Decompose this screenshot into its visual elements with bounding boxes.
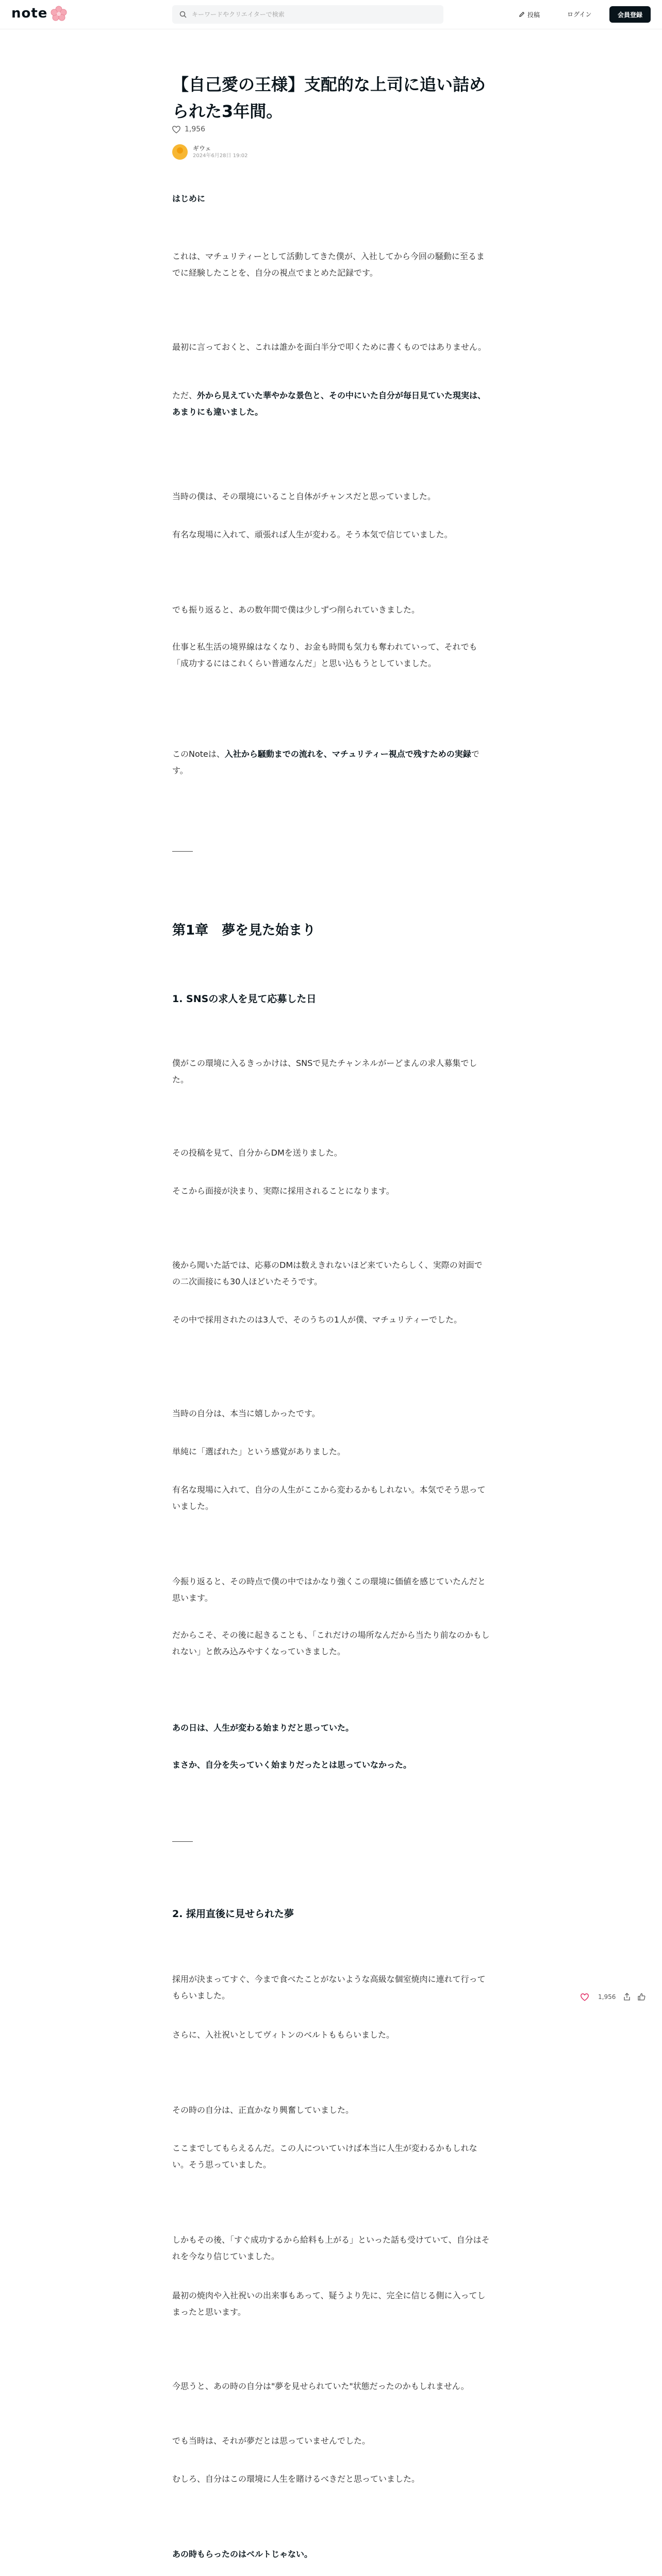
paragraph: むしろ、自分はこの環境に人生を賭けるべきだと思っていました。 xyxy=(172,2474,420,2484)
like-count: 1,956 xyxy=(185,125,206,133)
paragraph: 有名な現場に入れて、自分の人生がここから変わるかもしれない。本気でそう思っていました。 xyxy=(172,1485,486,1511)
paragraph: 僕がこの環境に入るきっかけは、SNSで見たチャンネルがーどまんの求人募集でした。 xyxy=(172,1058,477,1084)
site-header xyxy=(0,0,662,29)
heart-icon xyxy=(581,1993,589,2001)
paragraph: だからこそ、その後に起きることも、「これだけの場所なんだから当たり前なのかもしれない」と飲み込みやすくなっていきました。 xyxy=(172,1630,490,1656)
floating-like-count: 1,956 xyxy=(598,1993,616,2001)
paragraph: その投稿を見て、自分からDMを送りました。 xyxy=(172,1148,342,1158)
paragraph: 単純に「選ばれた」という感覚がありました。 xyxy=(172,1447,346,1456)
search-icon xyxy=(179,11,187,18)
paragraph: その中で採用されたのは3人で、そのうちの1人が僕、マチュリティーでした。 xyxy=(172,1315,462,1325)
heart-icon xyxy=(172,126,180,133)
paragraph: 後から聞いた話では、応募のDMは数えきれないほど来ていたらしく、実際の対面での二次面接にも30人ほどいたそうです。 xyxy=(172,1260,483,1286)
bold-text: 入社から騒動までの流れを、マチュリティー視点で残すための実録 xyxy=(224,749,471,759)
paragraph: そこから面接が決まり、実際に採用されることになります。 xyxy=(172,1186,394,1196)
share-button[interactable] xyxy=(623,1993,631,2001)
paragraph xyxy=(172,387,490,420)
paragraph: しかもその後、「すぐ成功するから給料も上がる」といった話も受けていて、自分はそれを今なり信じていました。 xyxy=(172,2235,490,2261)
paragraph: 今振り返ると、その時点で僕の中ではかなり強くこの環境に価値を感じていたんだと思います。 xyxy=(172,1577,486,1603)
paragraph: 最初に言っておくと、これは誰かを面白半分で叩くために書くものではありません。 xyxy=(172,342,486,352)
paragraph: でも当時は、それが夢だとは思っていませんでした。 xyxy=(172,2436,371,2446)
search-input[interactable] xyxy=(191,10,440,19)
author-block[interactable] xyxy=(172,144,248,160)
note-logo[interactable] xyxy=(11,6,68,21)
paragraph: その時の自分は、正直かなり興奮していました。 xyxy=(172,2105,354,2115)
author-name[interactable]: ギウェ xyxy=(193,145,211,152)
paragraph: ここまでしてもらえるんだ。この人についていけば本当に人生が変わるかもしれない。そう思っていました。 xyxy=(172,2143,477,2170)
text: です。 xyxy=(172,749,479,775)
paragraph: 有名な現場に入れて、頑張れば人生が変わる。そう本気で信じていました。 xyxy=(172,530,453,539)
paragraph: 最初の焼肉や入社祝いの出来事もあって、疑うより先に、完全に信じる側に入ってしまったと思います。 xyxy=(172,2291,486,2317)
thumbs-icon xyxy=(637,1993,646,2001)
chapter-heading: 第1章 夢を見た始まり xyxy=(172,923,316,938)
paragraph: 当時の自分は、本当に嬉しかったです。 xyxy=(172,1409,320,1418)
logo-text: note xyxy=(11,6,48,21)
bold-text: 外から見えていた華やかな景色と、その中にいた自分が毎日見ていた現実は、あまりにも違いました。 xyxy=(172,391,486,417)
section-heading: 1. SNSの求人を見て応募した日 xyxy=(172,993,317,1005)
intro-heading: はじめに xyxy=(172,194,206,204)
post-label: 投稿 xyxy=(527,11,540,19)
paragraph xyxy=(172,746,490,779)
paragraph: これは、マチュリティーとして活動してきた僕が、入社してから今回の騒動に至るまでに経験したことを、自分の視点でまとめた記録です。 xyxy=(172,251,485,278)
divider xyxy=(172,851,193,852)
like-button[interactable] xyxy=(172,125,205,133)
share-icon xyxy=(623,1993,631,2001)
paragraph: でも振り返ると、あの数年間で僕は少しずつ削られていきました。 xyxy=(172,605,420,615)
pencil-icon xyxy=(519,11,525,18)
paragraph: 採用が決まってすぐ、今まで食べたことがないような高級な個室焼肉に連れて行ってもらいました。 xyxy=(172,1974,486,2001)
paragraph: 今思うと、あの時の自分は"夢を見せられていた"状態だったのかもしれません。 xyxy=(172,2381,469,2391)
signup-button[interactable]: 会員登録 xyxy=(609,6,651,23)
thumbs-button[interactable] xyxy=(637,1993,646,2001)
publish-date: 2024年6月28日 19:02 xyxy=(193,153,248,159)
paragraph: 当時の僕は、その環境にいること自体がチャンスだと思っていました。 xyxy=(172,492,436,501)
article-title: 【自己愛の王様】支配的な上司に追い詰められた3年間。 xyxy=(172,75,486,121)
text: このNoteは、 xyxy=(172,749,225,759)
paragraph: 仕事と私生活の境界線はなくなり、お金も時間も気力も奪われていって、それでも「成功するにはこれくらい普通なんだ」と思い込もうとしていました。 xyxy=(172,642,477,668)
bold-paragraph: あの時もらったのはベルトじゃない。 xyxy=(172,2549,313,2559)
divider xyxy=(172,1841,193,1842)
flower-logo-icon xyxy=(49,6,68,21)
avatar[interactable] xyxy=(172,144,188,160)
paragraph: さらに、入社祝いとしてヴィトンのベルトももらいました。 xyxy=(172,2030,395,2040)
search-box[interactable] xyxy=(172,5,443,24)
text: ただ、 xyxy=(172,391,197,400)
bold-paragraph: あの日は、人生が変わる始まりだと思っていた。 xyxy=(172,1723,354,1733)
login-link[interactable]: ログイン xyxy=(567,11,592,18)
section-heading: 2. 採用直後に見せられた夢 xyxy=(172,1908,294,1920)
floating-like-button[interactable] xyxy=(581,1993,589,2001)
floating-actions xyxy=(581,1993,652,2001)
post-button[interactable] xyxy=(519,9,540,20)
bold-paragraph: まさか、自分を失っていく始まりだったとは思っていなかった。 xyxy=(172,1760,412,1770)
